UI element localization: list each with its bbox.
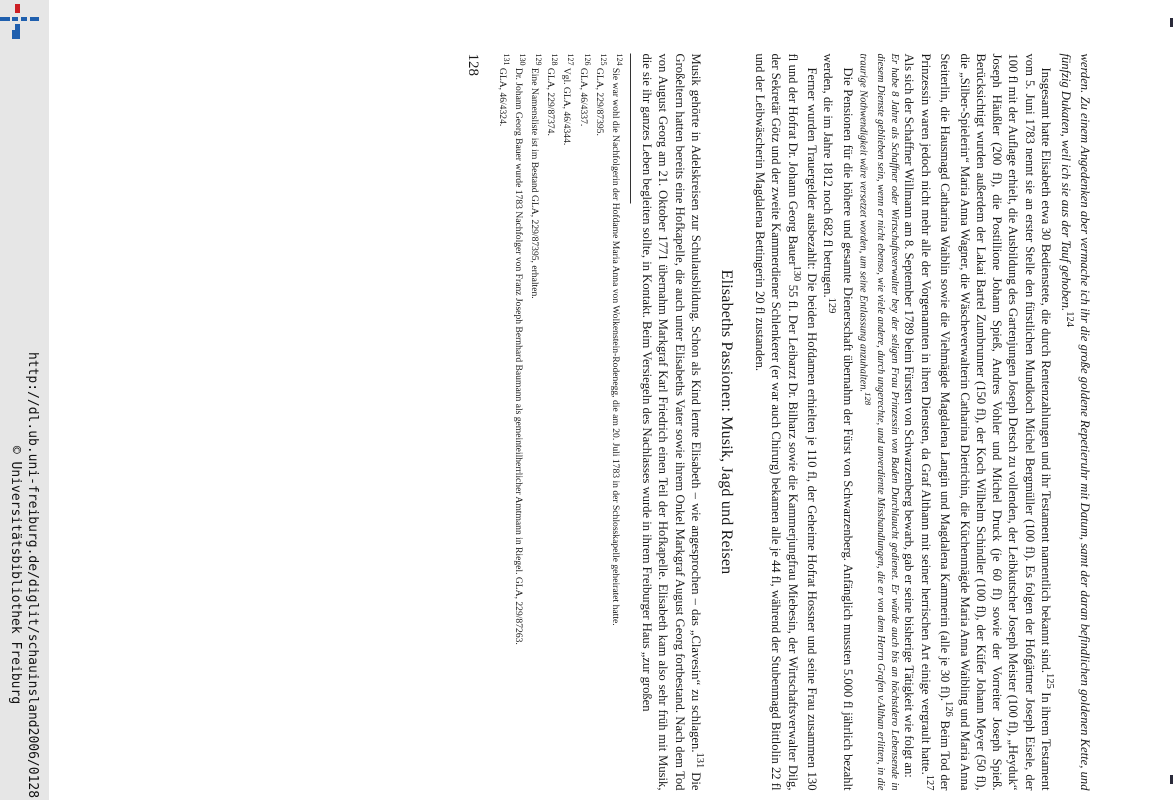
footnote-number: 131: [501, 53, 511, 66]
library-logo-icon[interactable]: [0, 0, 49, 50]
url-text: http://dl.ub.uni-freiburg.de/diglit/schauinsland2006/0128: [25, 351, 40, 799]
page-number: 128: [465, 53, 482, 76]
footnote-text: GLA, 46/4324.: [496, 67, 508, 127]
opening-italic-text: werden. Zu einem Angedenken aber vermache ich ihr die große goldene Repetieruhr mit Datum, samt der daran befindlichen goldenen Kette, und fünfzig Dukaten, weil ich sie aus der Tauf gehoben.: [1058, 53, 1092, 791]
footnote-ref: 130: [790, 265, 802, 282]
footnote-text: GLA, 229/87374.: [544, 67, 556, 136]
footnote-number: 125: [598, 53, 608, 66]
scanned-page: [123, 50, 1093, 795]
footnote-text: GLA, 229/87395.: [593, 67, 605, 136]
footnote-number: 129: [533, 53, 543, 66]
footnote: [512, 54, 528, 791]
footnote-ref: 131: [694, 752, 706, 769]
copyright-text: © Universitätsbibliothek Freiburg: [8, 445, 23, 705]
footnote-ref: 124: [1063, 311, 1075, 327]
footnote-number: 127: [566, 53, 576, 66]
section-heading: Elisabeths Passionen: Musik, Jagd und Reisen: [717, 269, 735, 575]
text-span: Als sich der Schaffner Willmann am 8. September 1789 beim Fürsten von Schwarzenberg bewarb, gab er seine bisherige Tätigkeit wie folgt an:: [902, 53, 917, 778]
quote-text: Er habe 8 Jahre als Schaffner oder Wirtschaftsverwalter bey der seligen Frau Prinzessin von Baden Durchlaucht gedienet. Er würde auch bis an höchstdero Lebensende in diesem Dienste geblieben sein, wenn er nicht ebenso, wie viele andere, durch ungerechte, und unverdiente Misshandlungen, die er von dem Herrn Grafen v.Althan erlitten, in die traurige Nothwendigkeit wäre versetzet worden, um seine Entlassung anzuhalten.: [857, 53, 900, 791]
footnote: [528, 54, 544, 791]
footnote: [576, 54, 592, 791]
paragraph-pensions: [820, 54, 856, 791]
footnote-divider: [630, 54, 631, 204]
footnote-ref: 125: [1044, 673, 1056, 689]
block-quote: [856, 54, 901, 791]
edge-mark: [1170, 18, 1173, 27]
edge-mark: [1170, 775, 1173, 784]
footnote-number: 124: [614, 53, 624, 66]
scanned-page-viewport: [118, 45, 1098, 800]
footnote: [609, 54, 625, 791]
footnote: [560, 54, 576, 791]
footnote-ref: 126: [943, 701, 955, 717]
footnote-ref: 128: [862, 392, 873, 406]
opening-paragraph: [1057, 54, 1093, 791]
footnote-text: GLA, 46/4337.: [577, 67, 589, 127]
text-span: Beim Tod der Prinzessin waren jedoch nicht mehr alle der Vorgenannten in ihren Diensten, da Graf Althann mit seiner herrischen Art einige vergrault hatte.: [918, 53, 953, 791]
footnote: [495, 54, 511, 791]
footnote-text: Dr. Johann Georg Bauer wurde 1783 Nachfolger von Franz Joseph Bernhard Baumann als gemeinteilherrlicher Amtmann in Riegel. GLA, 229/87263.: [512, 67, 524, 645]
footnote-number: 126: [582, 53, 592, 66]
footnote-text: Eine Namensliste ist im Bestand GLA, 229/87395, erhalten.: [528, 67, 540, 299]
footnote-number: 130: [517, 53, 527, 66]
document-url: [7, 352, 41, 798]
footnote: [593, 54, 609, 791]
text-span: 55 fl. Der Leibarzt Dr. Bilharz sowie die Kammerjungfrau Miebesin, der Wirtschaftsverwalter Dilg, der Sekretär Götz und der zweite Kammerdiener Schlenkerer (er war auch Chirurg) bekamen alle je 44 fl, während der Stubenmagd Bittlolin 22 fl und der Leibwäscherin Magdalena Bettingerin 20 fl zustanden.: [752, 53, 800, 791]
footnote-ref: 129: [826, 297, 838, 314]
paragraph-music: [639, 54, 707, 791]
footnote-text: Vgl. GLA, 46/4344.: [561, 67, 573, 146]
right-edge: [1166, 0, 1176, 800]
text-span: Die Großeltern hatten bereits eine Hofkapelle, die auch unter Elisabeths Vater sowie ihrem Onkel Markgraf August Georg fortbestand. Nach dem Tod von August Georg am 21. Oktober 1771 übernahm Markgraf Karl Friedrich einen Teil der Hofkapelle. Elisabeth kam also sehr früh mit Musik, die sie ihr ganzes Leben begleiten sollte, in Kontakt. Beim Versiegeln des Nachlasses wurde in ihrem Freiburger Haus „zur großen: [640, 53, 704, 791]
text-span: Die Pensionen für die höhere und gesamte Dienerschaft übernahm der Fürst von Schwarzenberg. Anfänglich mussten 5.000 fl jährlich bezahlt werden, die im Jahre 1812 noch 682 fl betrugen.: [821, 53, 855, 791]
text-span: Insgesamt hatte Elisabeth etwa 30 Bedienstete, die durch Rentenzahlungen und ihr Testament namentlich bekannt sind.: [1039, 67, 1054, 673]
footnote-number: 128: [550, 53, 560, 66]
text-span: Ferner wurden Trauergelder ausbezahlt: Die beiden Hofdamen erhielten je 110 fl, der Geheime Hofrat Hossner und seine Frau zusammen 130 fl und der Hofrat Dr. Johann Georg Bauer: [785, 53, 819, 791]
text-span: Musik gehörte in Adelskreisen zur Schulausbildung. Schon als Kind lernte Elisabeth – wie angesprochen – das „Clavesin“ zu schlagen.: [689, 53, 704, 753]
text-span: In ihrem Testament vom 5. Juni 1783 nennt sie an erster Stelle den fürstlichen Mundkoch Michel Bergmüller (100 fl). Es folgen der Hofgärtner Joseph Eisele, der 100 fl mit der Auflage erhielt, die Ausbildung des Gartenjungen Joseph Detsch zu vollenden, der Leibkutscher Joseph Meister (100 fl), „Heyduk“ Joseph Häußler (200 fl), die Postillione Johann Spieß, Andres Vohler und Michel Druck (je 60 fl) sowie der Vorreiter Joseph Spieß. Berücksichtigt wurden außerdem der Lakai Bartel Zumbrunner (150 fl), der Koch Wilhelm Schindler (100 fl), der Küfer Johann Meyer (50 fl), die „Silber-Spielerin“ Maria Anna Wagner, die Wäscheverwalterin Catharina Dietrichin, die Küchenmägde Maria Anna Waibling und Maria Anna Steiterlin, die Hausmagd Catharina Waiblin sowie die Viehmägde Magdalena Langin und Magdalena Kammerin (alle je 30 fl).: [938, 53, 1054, 791]
footnote: [544, 54, 560, 791]
viewer-sidebar: [0, 0, 49, 800]
footnote-text: Sie war wohl die Nachfolgerin der Hofdame Maria Anna von Wolkenstein-Rodenegg, die am 20. Juli 1783 in der Schlosskapelle geheiratet hatte.: [609, 67, 621, 626]
paragraph-mourning-money: [752, 54, 820, 791]
footnotes: [495, 54, 625, 791]
paragraph-staff: [901, 54, 1057, 791]
footnote-ref: 127: [923, 774, 935, 791]
